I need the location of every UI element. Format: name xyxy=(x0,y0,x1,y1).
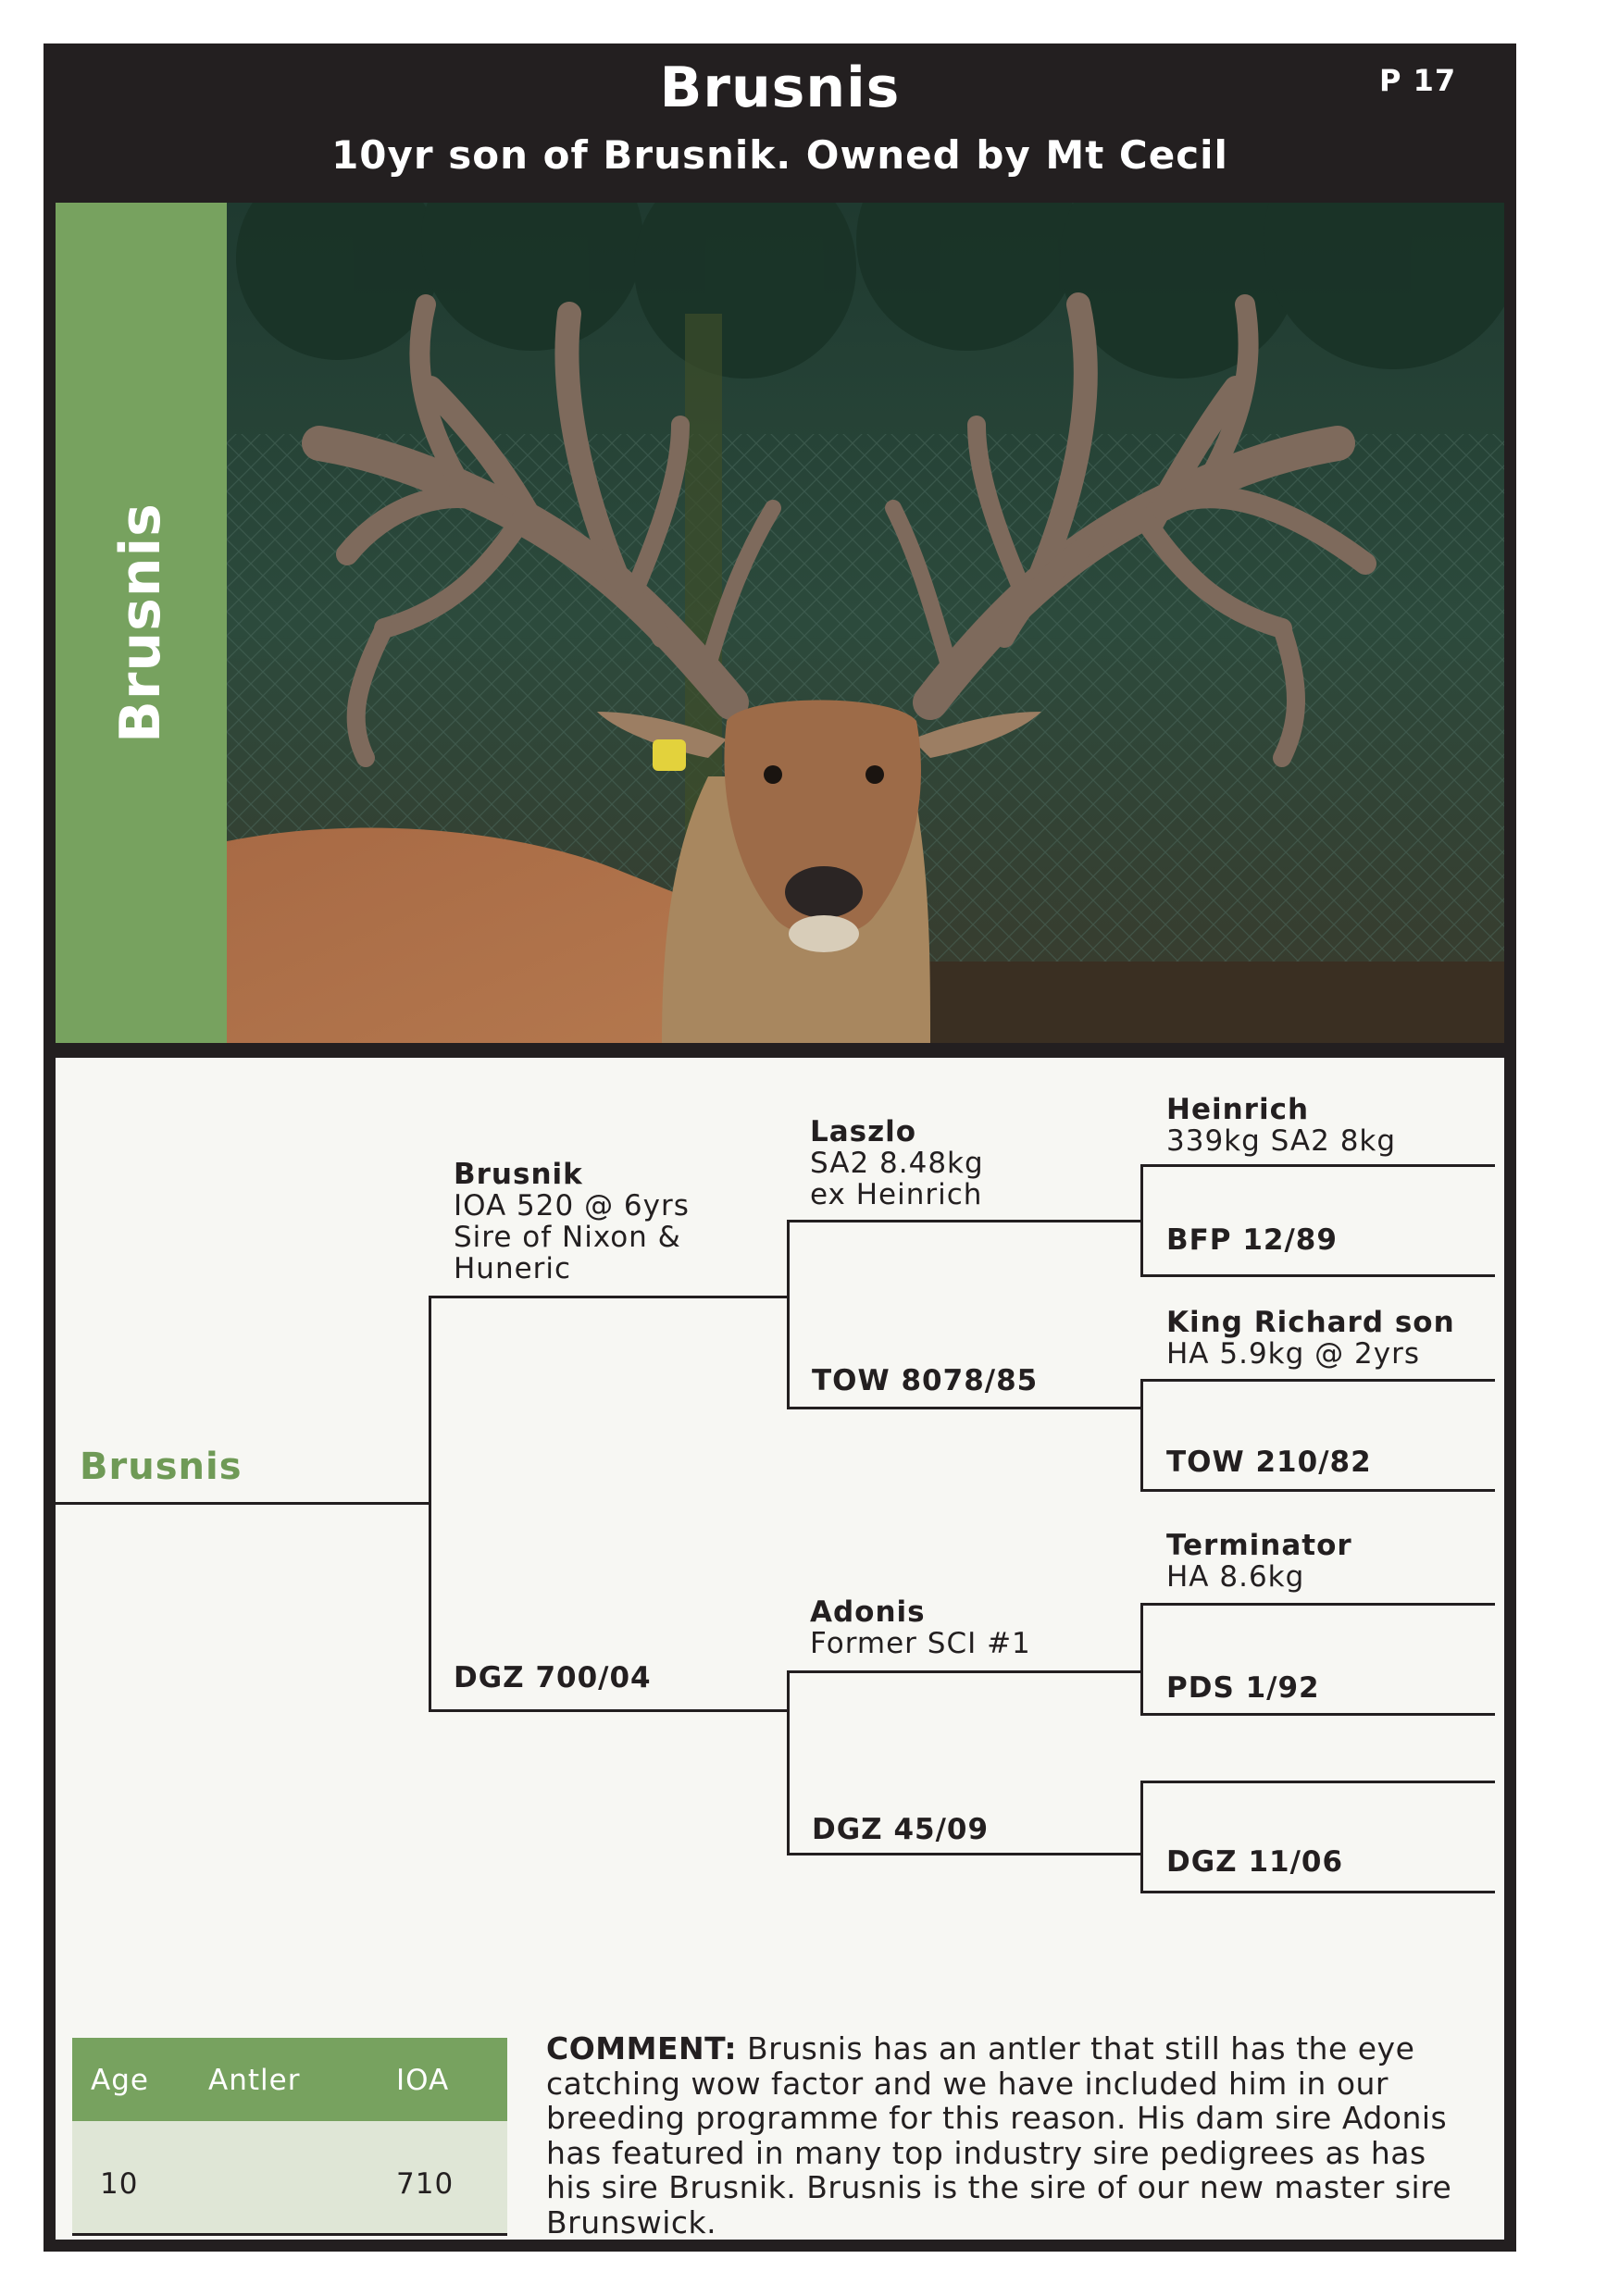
stats-table xyxy=(72,2038,507,2237)
page-subtitle: 10yr son of Brusnik. Owned by Mt Cecil xyxy=(331,132,1228,178)
dam-sire-line: Former SCI #1 xyxy=(810,1627,1031,1660)
ggp-name: TOW 210/82 xyxy=(1166,1446,1372,1479)
pedigree-ggp xyxy=(1166,1094,1396,1157)
pedigree-line xyxy=(1140,1781,1143,1893)
pedigree-ggp xyxy=(1166,1224,1338,1256)
dam-name: DGZ 700/04 xyxy=(454,1661,652,1694)
pedigree-line xyxy=(1140,1274,1495,1277)
ggp-line: HA 8.6kg xyxy=(1166,1560,1305,1594)
ggp-name: PDS 1/92 xyxy=(1166,1671,1320,1705)
sire-line: Huneric xyxy=(454,1252,572,1285)
ggp-line: 339kg SA2 8kg xyxy=(1166,1124,1397,1158)
pedigree-line xyxy=(787,1220,790,1409)
pedigree-line xyxy=(787,1853,1143,1855)
pedigree-ggp xyxy=(1166,1530,1352,1593)
dam-dam-name: DGZ 45/09 xyxy=(812,1813,990,1846)
pedigree-sire-sire xyxy=(810,1116,984,1210)
stats-bottom-rule xyxy=(72,2233,507,2236)
pedigree-line xyxy=(1140,1379,1495,1382)
pedigree-line xyxy=(1140,1489,1495,1492)
pedigree-line xyxy=(787,1670,790,1855)
ggp-name: King Richard son xyxy=(1166,1306,1455,1339)
pedigree-ggp xyxy=(1166,1846,1343,1878)
ggp-name: Heinrich xyxy=(1166,1093,1310,1126)
pedigree-line xyxy=(787,1670,1143,1673)
comment xyxy=(546,2031,1481,2240)
comment-label: COMMENT: xyxy=(546,2030,738,2066)
dam-sire-name: Adonis xyxy=(810,1595,926,1629)
stats-header: IOA xyxy=(396,2064,450,2097)
sire-sire-line: ex Heinrich xyxy=(810,1178,983,1211)
pedigree-line xyxy=(1140,1891,1495,1893)
pedigree-ggp xyxy=(1166,1672,1320,1704)
pedigree-ggp xyxy=(1166,1307,1455,1370)
sire-dam-name: TOW 8078/85 xyxy=(812,1364,1039,1397)
page-number: P 17 xyxy=(1379,63,1457,98)
pedigree-sire-dam xyxy=(812,1365,1038,1396)
pedigree-line xyxy=(787,1407,1143,1409)
pedigree-line xyxy=(1140,1781,1495,1783)
pedigree-line xyxy=(429,1709,790,1712)
pedigree-sire xyxy=(454,1159,690,1285)
sire-sire-line: SA2 8.48kg xyxy=(810,1147,984,1180)
pedigree-line xyxy=(429,1296,431,1712)
ggp-name: Terminator xyxy=(1166,1529,1352,1562)
pedigree-line xyxy=(429,1296,790,1298)
side-label: Brusnis xyxy=(108,503,173,743)
stats-header: Antler xyxy=(208,2064,301,2097)
pedigree-line xyxy=(1140,1164,1143,1277)
pedigree-dam-sire xyxy=(810,1596,1031,1659)
sire-sire-name: Laszlo xyxy=(810,1115,917,1148)
pedigree-ggp xyxy=(1166,1446,1372,1478)
sire-name: Brusnik xyxy=(454,1158,583,1191)
stats-header: Age xyxy=(91,2064,149,2097)
page-title: Brusnis xyxy=(659,56,901,120)
pedigree-line xyxy=(1140,1164,1495,1167)
sire-line: Sire of Nixon & xyxy=(454,1221,681,1254)
pedigree-dam xyxy=(454,1662,652,1694)
pedigree-line xyxy=(1140,1603,1143,1716)
pedigree-line xyxy=(56,1502,431,1505)
pedigree-dam-dam xyxy=(812,1814,989,1845)
ggp-name: DGZ 11/06 xyxy=(1166,1845,1344,1879)
stats-value: 10 xyxy=(100,2167,139,2201)
stats-value: 710 xyxy=(396,2167,455,2201)
stag-photo xyxy=(227,203,1504,1043)
pedigree-line xyxy=(1140,1713,1495,1716)
pedigree-root: Brusnis xyxy=(80,1446,243,1488)
pedigree-line xyxy=(1140,1379,1143,1492)
pedigree-line xyxy=(1140,1603,1495,1606)
ggp-name: BFP 12/89 xyxy=(1166,1223,1338,1257)
comment-text: Brusnis has an antler that still has the eye catching wow factor and we have included him in our breeding programme for this reason. His dam sire Adonis has featured in many top industry sire pedigrees as has his sire Brusnik. Brusnis is the sire of our new master sire Brunswick. xyxy=(546,2030,1452,2240)
ggp-line: HA 5.9kg @ 2yrs xyxy=(1166,1337,1420,1371)
pedigree-line xyxy=(787,1220,1143,1222)
sire-line: IOA 520 @ 6yrs xyxy=(454,1189,690,1222)
